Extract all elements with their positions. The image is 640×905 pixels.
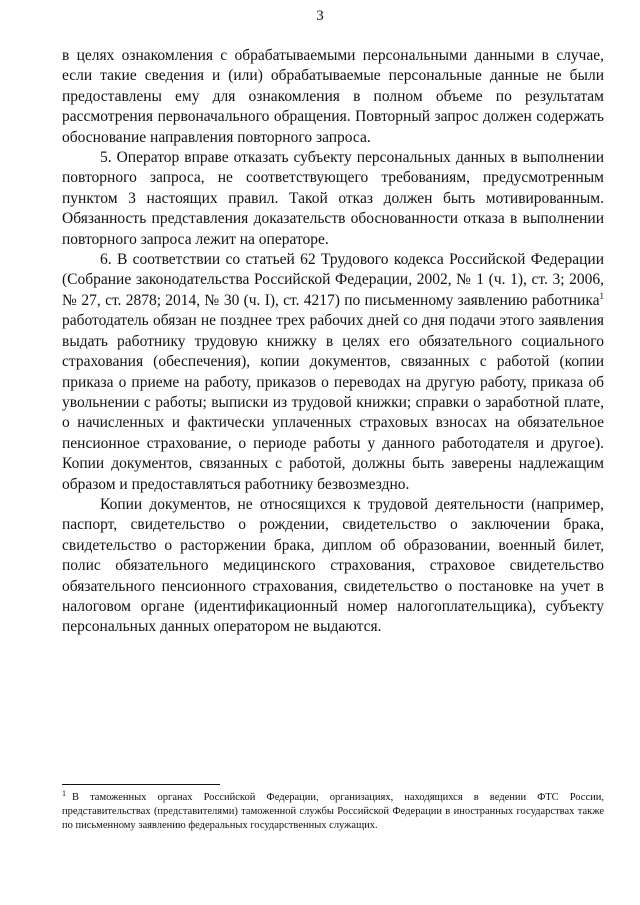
- paragraph-5: 5. Оператор вправе отказать субъекту персональных данных в выполнении повторного запроса, не соответствующего требованиям, предусмотренным пунктом 3 настоящих правил. Такой отказ должен быть мотивированным. Обязанность представления доказательств обоснованности отказа в выполнении повторного запроса лежит на операторе.: [62, 149, 604, 248]
- footnote-text: В таможенных органах Российской Федерации, организациях, находящихся в ведении ФТС России, представительствах (представителями) таможенной службы Российской Федерации в иностранных государствах также по письменному заявлению федеральных государственных служащих.: [62, 792, 604, 831]
- paragraph-non-labor-documents: Копии документов, не относящихся к трудовой деятельности (например, паспорт, свидетельство о рождении, свидетельство о заключении брака, свидетельство о расторжении брака, диплом об образовании, военный билет, полис обязательного медицинского страхования, страховое свидетельство обязательного пенсионного страхования, свидетельство о постановке на учет в налоговом органе (идентификационный номер налогоплательщика), субъекту персональных данных оператором не выдаются.: [62, 495, 604, 636]
- paragraph-6-part-1: 6. В соответствии со статьей 62 Трудового кодекса Российской Федерации (Собрание законодательства Российской Федерации, 2002, № 1 (ч. 1), ст. 3; 2006, № 27, ст. 2878; 2014, № 30 (ч. I), ст. 4217) по письменному заявлению работника: [62, 251, 604, 309]
- document-body: [62, 46, 604, 638]
- paragraph-continuation: в целях ознакомления с обрабатываемыми персональными данными в случае, если такие сведения и (или) обрабатываемые персональные данные не были предоставлены ему для ознакомления в полном объеме по результатам рассмотрения первоначального обращения. Повторный запрос должен содержать обоснование направления повторного запроса.: [62, 47, 604, 146]
- footnote-divider: [62, 784, 220, 785]
- paragraph-6: [62, 250, 604, 495]
- footnote-reference: 1: [599, 290, 604, 301]
- footnote-marker: 1: [62, 788, 66, 798]
- footnote: [62, 788, 604, 833]
- page-number: 3: [316, 8, 324, 24]
- paragraph-6-part-2: работодатель обязан не позднее трех рабочих дней со дня подачи этого заявления выдать работнику трудовую книжку в целях его обязательного социального страхования (обеспечения), копии документов, связанных с работой (копии приказа о приеме на работу, приказов о переводах на другую работу, приказа об увольнении с работы; выписки из трудовой книжки; справки о заработной плате, о начисленных и фактически уплаченных страховых взносах на обязательное пенсионное страхование, о периоде работы у данного работодателя и другое). Копии документов, связанных с работой, должны быть заверены надлежащим образом и предоставляться работнику безвозмездно.: [62, 312, 604, 493]
